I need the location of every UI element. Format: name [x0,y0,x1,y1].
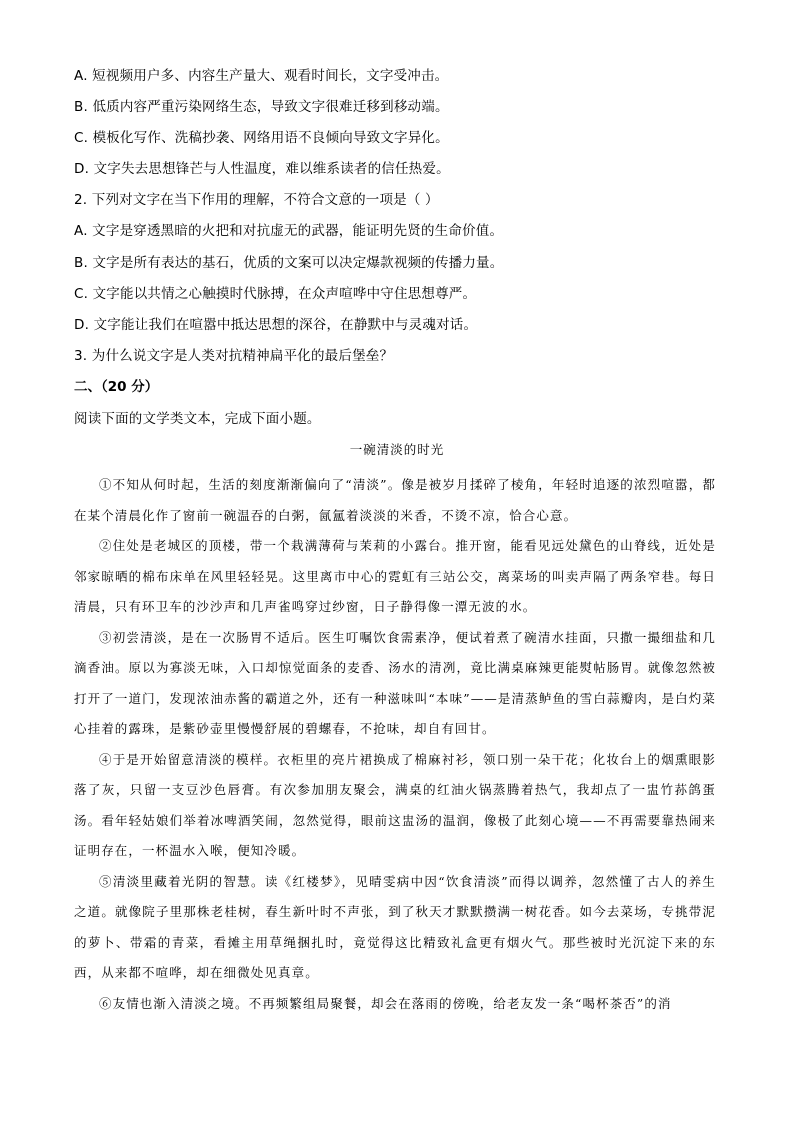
article-body [74,470,716,1019]
question-q2-option-a: A. 文字是穿透黑暗的火把和对抗虚无的武器，能证明先贤的生命价值。 [74,223,504,239]
question-q1-option-a: A. 短视频用户多、内容生产量大、观看时间长，文字受冲击。 [74,68,449,84]
section-instruction: 阅读下面的文学类文本，完成下面小题。 [74,411,321,427]
article-title: 一碗清淡的时光 [349,442,445,457]
question-q2-stem: 2. 下列对文字在当下作用的理解，不符合文意的一项是（ ） [74,192,439,208]
section-heading: 二、（20 分） [74,379,159,395]
article-paragraph-5: ⑤清淡里藏着光阴的智慧。读《红楼梦》，见晴雯病中因“饮食清淡”而得以调养，忽然懂了古人的养生之道。就像院子里那株老桂树，春生新叶时不声张，到了秋天才默默攒满一树花香。如今去菜场，专挑带泥的萝卜、带霜的青菜，看摊主用草绳捆扎时，竟觉得这比精致礼盒更有烟火气。那些被时光沉淀下来的东西，从来都不喧哗，却在细微处见真章。 [74,873,716,980]
question-q3-stem: 3. 为什么说文字是人类对抗精神扁平化的最后堡垒？ [74,348,394,364]
question-q1-option-b: B. 低质内容严重污染网络生态，导致文字很难迁移到移动端。 [74,99,449,115]
article-paragraph-6: ⑥友情也渐入清淡之境。不再频繁组局聚餐，却会在落雨的傍晚，给老友发一条“喝杯茶否”的消 [99,995,672,1011]
question-q1-option-c: C. 模板化写作、洗稿抄袭、网络用语不良倾向导致文字异化。 [74,130,449,146]
question-q2-option-c: C. 文字能以共情之心触摸时代脉搏，在众声喧哗中守住思想尊严。 [74,286,477,302]
question-q2-option-d: D. 文字能让我们在喧嚣中抵达思想的深谷，在静默中与灵魂对话。 [74,317,478,333]
article-paragraph-3: ③初尝清淡，是在一次肠胃不适后。医生叮嘱饮食需素净，便试着煮了碗清水挂面，只撒一撮细盐和几滴香油。原以为寡淡无味，入口却惊觉面条的麦香、汤水的清冽，竟比满桌麻辣更能熨帖肠胃。就像忽然被打开了一道门，发现浓油赤酱的霸道之外，还有一种滋味叫“本味”——是清蒸鲈鱼的雪白蒜瓣肉，是白灼菜心挂着的露珠，是紫砂壶里慢慢舒展的碧螺春，不抢味，却自有回甘。 [74,629,716,736]
article-paragraph-2: ②住处是老城区的顶楼，带一个栽满薄荷与茉莉的小露台。推开窗，能看见远处黛色的山脊线，近处是邻家晾晒的棉布床单在风里轻轻晃。这里离市中心的霓虹有三站公交，离菜场的叫卖声隔了两条窄巷。每日清晨，只有环卫车的沙沙声和几声雀鸣穿过纱窗，日子静得像一潭无波的水。 [74,538,716,614]
question-q1-option-d: D. 文字失去思想锋芒与人性温度，难以维系读者的信任热爱。 [74,161,450,177]
question-q2-option-b: B. 文字是所有表达的基石，优质的文案可以决定爆款视频的传播力量。 [74,255,504,271]
article-paragraph-4: ④于是开始留意清淡的模样。衣柜里的亮片裙换成了棉麻衬衫，领口别一朵干花；化妆台上的烟熏眼影落了灰，只留一支豆沙色唇膏。有次参加朋友聚会，满桌的红油火锅蒸腾着热气，我却点了一盅竹荪鸽蛋汤。看年轻姑娘们举着冰啤酒笑闹，忽然觉得，眼前这盅汤的温润，像极了此刻心境——不再需要靠热闹来证明存在，一杯温水入喉，便知冷暖。 [74,751,716,858]
article-paragraph-1: ①不知从何时起，生活的刻度渐渐偏向了“清淡”。像是被岁月揉碎了棱角，年轻时追逐的浓烈喧嚣，都在某个清晨化作了窗前一碗温吞的白粥，氤氲着淡淡的米香，不烫不凉，恰合心意。 [74,477,716,523]
